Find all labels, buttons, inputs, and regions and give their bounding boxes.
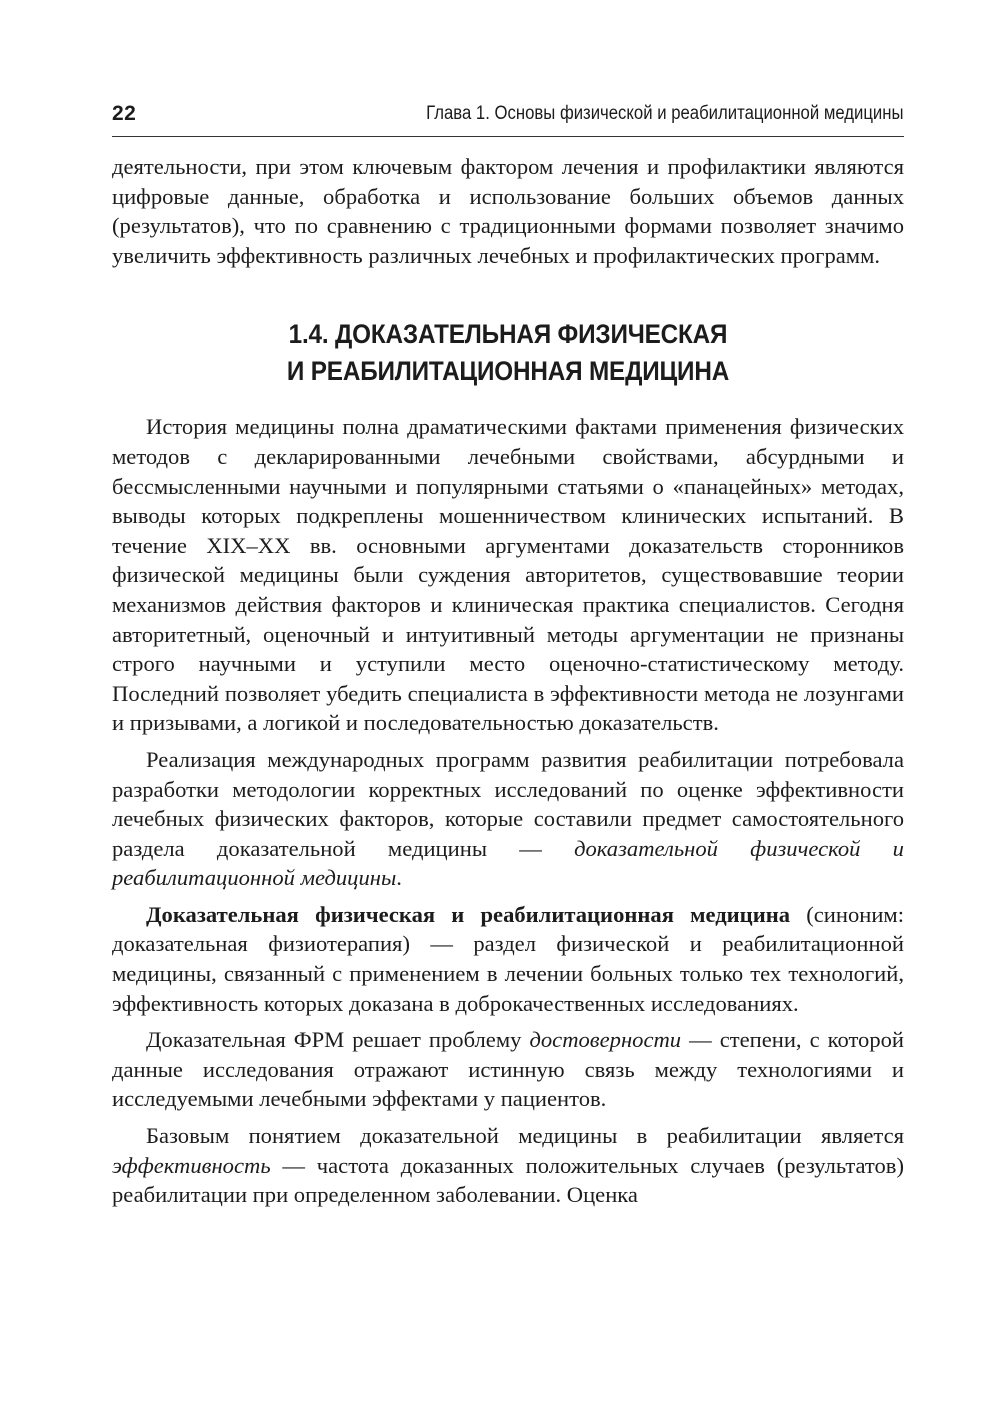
paragraph-basic-end: — частота доказанных положительных случаев (результатов) реабилитации при определенном заболевании. Оценка <box>112 1152 904 1208</box>
paragraph-programs-end: . <box>396 865 402 891</box>
paragraph-programs <box>112 745 904 893</box>
intro-paragraph: деятельности, при этом ключевым фактором лечения и профилактики являются цифровые данные, обработка и использование больших объемов данных (результатов), что по сравнению с традиционными формами позволяет значимо увеличить эффективность различных лечебных и профилактических программ. <box>112 154 904 268</box>
paragraph-frm-end: — степени, с которой данные исследования отражают истинную связь между технологиями и исследуемыми лечебными эффектами у пациентов. <box>112 1027 905 1112</box>
page-body <box>112 152 904 1210</box>
running-head: Глава 1. Основы физической и реабилитационной медицины <box>426 103 904 124</box>
section-heading-line-1: 1.4. ДОКАЗАТЕЛЬНАЯ ФИЗИЧЕСКАЯ <box>288 319 728 350</box>
paragraph-frm-italic: достоверности <box>529 1027 682 1053</box>
paragraph-frm-start: Доказательная ФРМ решает проблему <box>146 1027 530 1053</box>
section-heading <box>112 316 904 390</box>
definition-term: Доказательная физическая и реабилитационная медицина <box>146 901 791 927</box>
paragraph-definition <box>112 900 904 1018</box>
paragraph-basic-start: Базовым понятием доказательной медицины в реабилитации является <box>146 1123 904 1149</box>
paragraph-basic-italic: эффективность <box>112 1152 271 1178</box>
page-header <box>112 96 904 137</box>
paragraph-history: История медицины полна драматическими фактами применения физических методов с декларированными лечебными свойствами, абсурдными и бессмысленными научными и популярными статьями о «панацейных» методах, выводы которых подкреплены мошенничеством клинических испытаний. В течение XIX–XX вв. основными аргументами доказательств сторонников физической медицины были суждения авторитетов, существовавшие теории механизмов действия факторов и клиническая практика специалистов. Сегодня авторитетный, оценочный и интуитивный методы аргументации не признаны строго научными и уступили место оценочно-статистическому методу. Последний позволяет убедить специалиста в эффективности метода не лозунгами и призывами, а логикой и последовательностью доказательств. <box>112 414 904 736</box>
section-heading-line-2: И РЕАБИЛИТАЦИОННАЯ МЕДИЦИНА <box>286 356 730 387</box>
page-number: 22 <box>112 102 137 125</box>
paragraph-frm <box>112 1025 904 1114</box>
definition-text: (синоним: доказательная физиотерапия) — раздел физической и реабилитационной медицины, связанный с применением в лечении больных только тех технологий, эффективность которых доказана в доброкачественных исследованиях. <box>112 901 904 1016</box>
paragraph-basic <box>112 1121 904 1210</box>
paragraph-programs-italic: доказательной физической и реабилитационной медицины <box>112 835 904 891</box>
paragraph-programs-text: Реализация международных программ развития реабилитации потребовала разработки методологии корректных исследований по оценке эффективности лечебных физических факторов, которые составили предмет самостоятельного раздела доказательной медицины — <box>112 746 904 861</box>
